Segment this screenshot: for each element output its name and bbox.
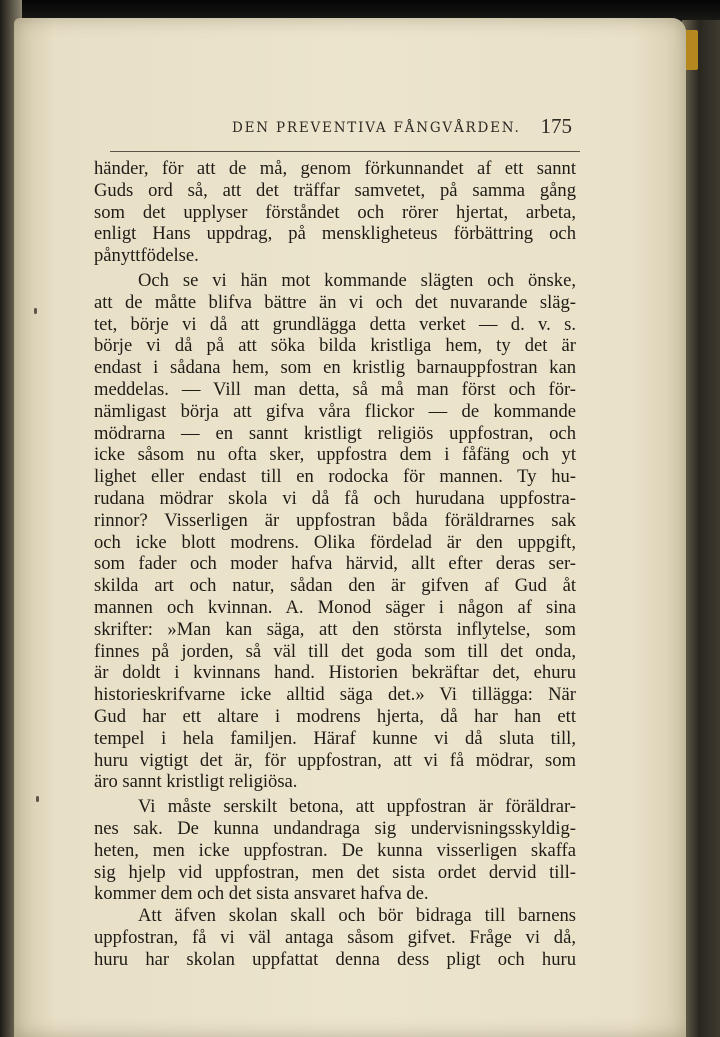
header-rule	[110, 151, 580, 152]
text-line: kommer dem och det sista ansvaret hafva de.	[94, 883, 429, 905]
text-line: att de måtte blifva bättre än vi och det nuvarande släg-	[94, 291, 576, 313]
text-line: som fader och moder hafva härvid, allt efter deras ser-	[94, 553, 576, 575]
text-line: rinnor? Visserligen är uppfostran båda föräldrarnes sak	[94, 509, 576, 531]
text-line: enligt Hans uppdrag, på menskligheteus förbättring och	[94, 223, 576, 245]
text-line: börje vi då på att söka bilda kristliga hem, ty det är	[94, 335, 576, 357]
text-line: Vi måste serskilt betona, att uppfostran är föräldrar-	[138, 796, 576, 818]
text-line: sig hjelp vid uppfostran, men det sista ordet dervid till-	[94, 861, 576, 883]
text-line: pånyttfödelse.	[94, 245, 199, 267]
page-speck	[34, 308, 37, 314]
text-line: som det upplyser förståndet och rörer hjertat, arbeta,	[94, 201, 576, 223]
book-marker-tab	[684, 30, 698, 70]
text-line: mödrarna — en sannt kristligt religiös uppfostran, och	[94, 422, 576, 444]
text-line: uppfostran, få vi väl antaga såsom gifvet. Fråge vi då,	[94, 926, 576, 948]
text-line: skrifter: »Man kan säga, att den största inflytelse, som	[94, 618, 576, 640]
text-line: Och se vi hän mot kommande slägten och önske,	[138, 269, 576, 291]
text-line: mannen och kvinnan. A. Monod säger i någon af sina	[94, 596, 576, 618]
book-right-edge	[682, 20, 720, 1037]
text-line: huru vigtigt det är, för uppfostran, att vi få mödrar, som	[94, 749, 576, 771]
text-line: skilda art och natur, sådan den är gifven af Gud åt	[94, 575, 576, 597]
text-line: rudana mödrar skola vi då få och hurudana uppfostra-	[94, 487, 576, 509]
text-line: historieskrifvarne icke alltid säga det.» Vi tillägga: När	[94, 684, 576, 706]
text-line: händer, för att de må, genom förkunnandet af ett sannt	[94, 158, 576, 179]
text-line: Att äfven skolan skall och bör bidraga till barnens	[138, 905, 576, 927]
running-title: DEN PREVENTIVA FÅNGVÅRDEN.	[232, 120, 521, 136]
text-line: icke såsom nu ofta sker, uppfostra dem i fåfäng och yt	[94, 444, 576, 466]
body-text	[94, 158, 576, 970]
text-line: Gud har ett altare i modrens hjerta, då har han ett	[94, 705, 576, 727]
text-line: meddelas. — Vill man detta, så må man först och för-	[94, 378, 576, 400]
text-line: nämligast börja att gifva våra flickor — de kommande	[94, 400, 576, 422]
text-line: tempel i hela familjen. Häraf kunne vi då sluta till,	[94, 727, 576, 749]
text-line: heten, men icke uppfostran. De kunna visserligen skaffa	[94, 839, 576, 861]
text-line: nes sak. De kunna undandraga sig undervisningsskyldig-	[94, 817, 576, 839]
text-line: huru har skolan uppfattat denna dess pligt och huru	[94, 948, 576, 970]
page-speck	[36, 796, 39, 802]
page-number: 175	[540, 114, 572, 138]
page-header	[110, 112, 578, 142]
text-line: äro sannt kristligt religiösa.	[94, 771, 298, 793]
text-line: och icke blott modrens. Olika fördelad är den uppgift,	[94, 531, 576, 553]
text-line: lighet eller endast till en rodocka för mannen. Ty hu-	[94, 466, 576, 488]
text-line: tet, börje vi då att grundlägga detta verket — d. v. s.	[94, 313, 576, 335]
text-line: Guds ord så, att det träffar samvetet, på samma gång	[94, 179, 576, 201]
text-line: finnes på jorden, så väl till det goda som till det onda,	[94, 640, 576, 662]
text-line: endast i sådana hem, som en kristlig barnauppfostran kan	[94, 357, 576, 379]
text-line: är doldt i kvinnans hand. Historien bekräftar det, ehuru	[94, 662, 576, 684]
